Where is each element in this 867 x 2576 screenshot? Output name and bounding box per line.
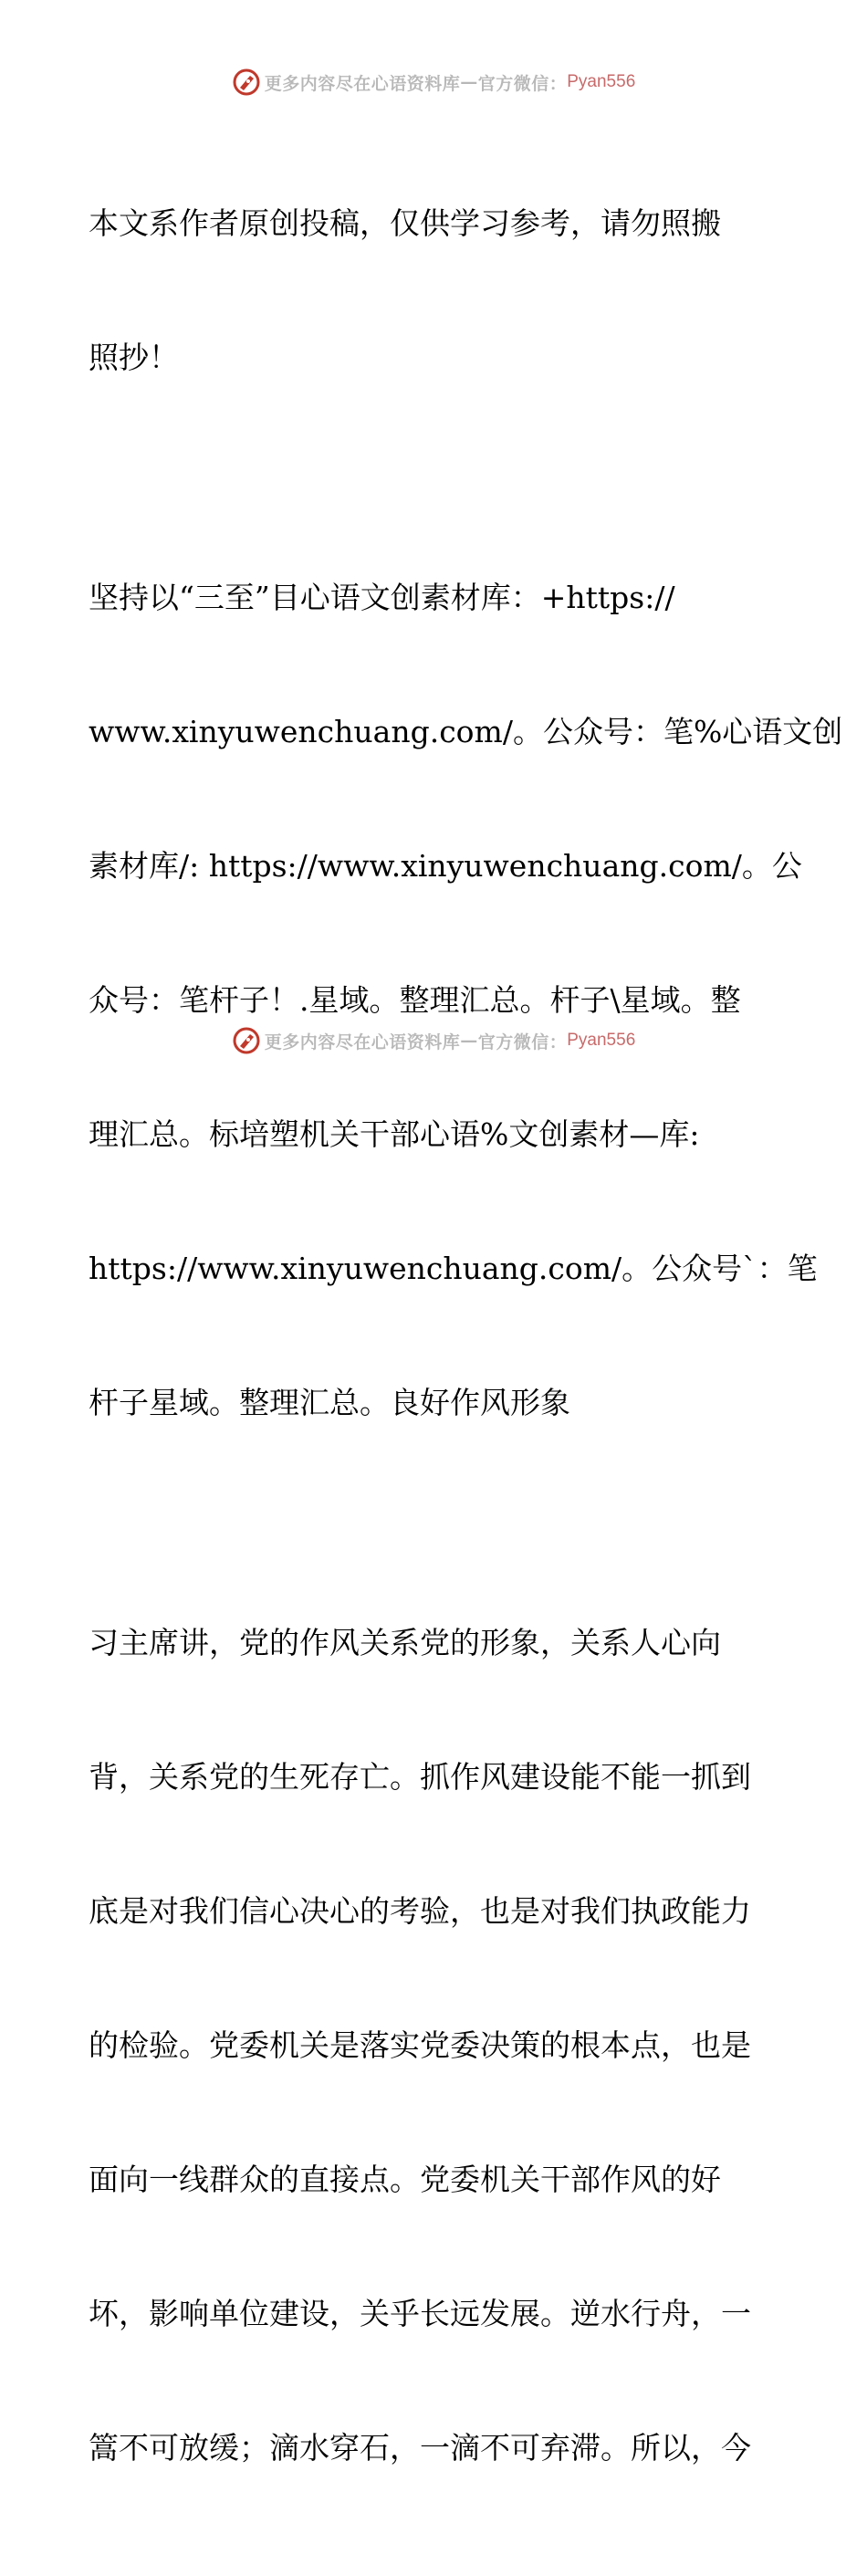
header-official: 官方微信：: [477, 73, 568, 94]
text-line: 坏，影响单位建设，关乎长远发展。逆水行舟，一: [89, 2296, 751, 2331]
text-line: 篙不可放缓；滴水穿石，一滴不可弃滞。所以，今: [89, 2430, 751, 2466]
footer-banner: [0, 1022, 867, 1059]
text-line: 本文系作者原创投稿，仅供学习参考，请勿照搬: [89, 205, 721, 241]
paragraph-main: [89, 1531, 782, 2560]
document-body: [89, 111, 843, 2576]
text-line: 理汇总。标培塑机关干部心语%文创素材—库:: [89, 1116, 700, 1152]
footer-official: 官方微信：: [477, 1031, 568, 1052]
text-line: 面向一线群众的直接点。党委机关干部作风的好: [89, 2162, 721, 2197]
footer-contact: Pyan556: [567, 1031, 636, 1050]
pen-logo-icon: [232, 68, 261, 97]
text-line: 坚持以“三至”目心语文创素材库：+https://: [89, 580, 675, 615]
text-line: 杆子星域。整理汇总。良好作风形象: [89, 1385, 570, 1420]
header-title: 更多内容尽在心语资料库: [264, 73, 461, 94]
header-contact: Pyan556: [567, 72, 636, 91]
header-dash: —: [460, 72, 478, 92]
pen-logo-icon: [232, 1026, 261, 1055]
text-line: 底是对我们信心决心的考验，也是对我们执政能力: [89, 1893, 751, 1929]
footer-dash: —: [460, 1031, 478, 1051]
text-line: https://www.xinyuwenchuang.com/。公众号`：笔: [89, 1251, 818, 1286]
text-line: www.xinyuwenchuang.com/。公众号：笔%心语文创: [89, 714, 843, 749]
text-line: 众号：笔杆子！.星域。整理汇总。杆子\星域。整: [89, 982, 741, 1018]
text-line: 素材库/: https://www.xinyuwenchuang.com/。公: [89, 848, 802, 884]
header-banner: [0, 64, 867, 100]
paragraph-disclaimer: [89, 111, 782, 469]
text-line: 背，关系党的生死存亡。抓作风建设能不能一抓到: [89, 1759, 751, 1795]
paragraph-source: [89, 486, 843, 1514]
text-line: 习主席讲，党的作风关系党的形象，关系人心向: [89, 1625, 721, 1660]
footer-title: 更多内容尽在心语资料库: [264, 1031, 461, 1052]
text-line: 的检验。党委机关是落实党委决策的根本点，也是: [89, 2027, 751, 2063]
text-line: 照抄！: [89, 340, 179, 375]
